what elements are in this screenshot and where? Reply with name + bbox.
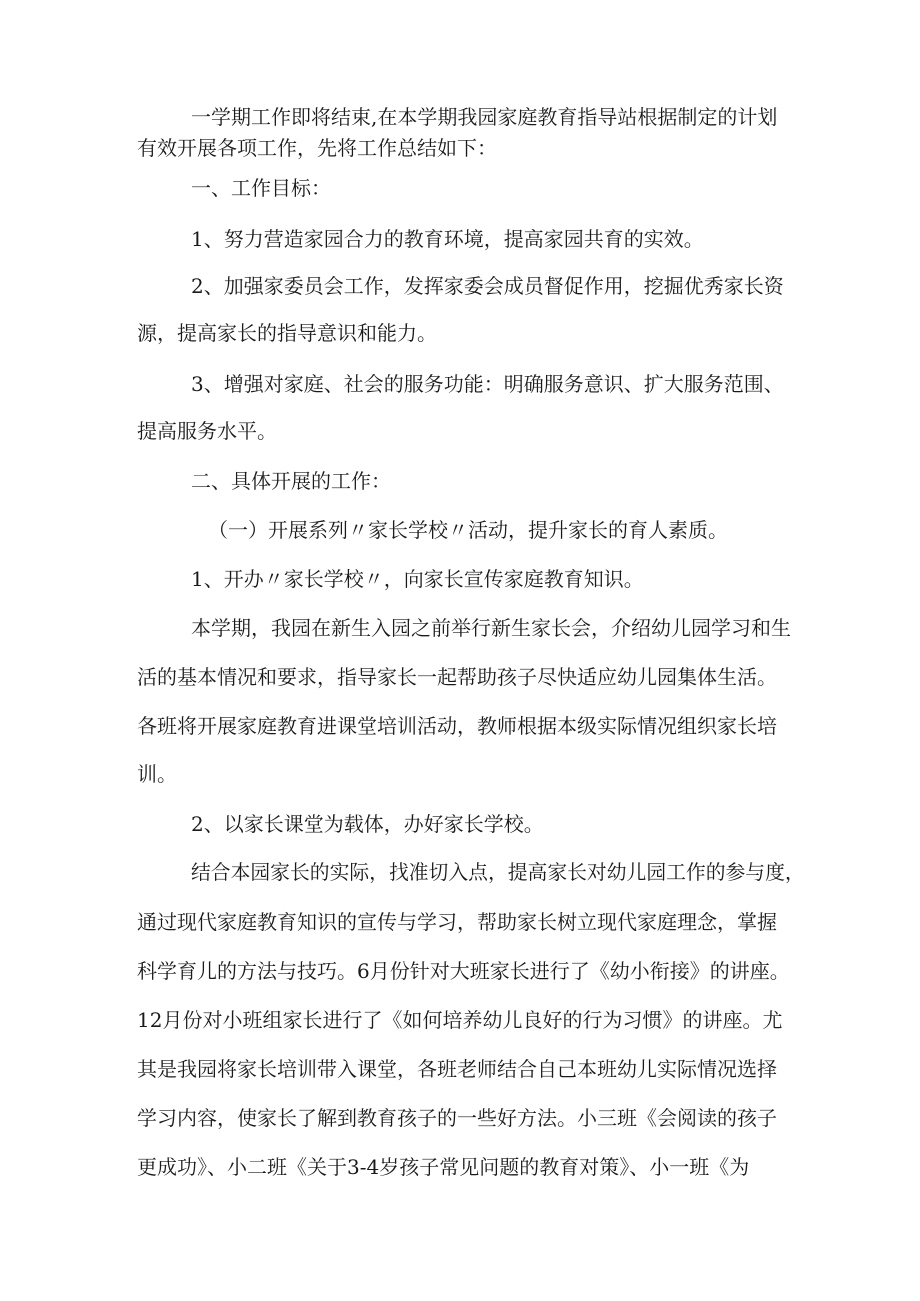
goal-3-line-1: 3、增强对家庭、社会的服务功能：明确服务意识、扩大服务范围、	[191, 372, 784, 396]
paragraph-classroom-line-4: 12月份对小班组家长进行了《如何培养幼儿良好的行为习惯》的讲座。尤	[137, 1008, 783, 1032]
goal-2-line-2: 源，提高家长的指导意识和能力。	[137, 321, 437, 345]
paragraph-semester-line-3: 各班将开展家庭教育进课堂培训活动，教师根据本级实际情况组织家长培	[137, 714, 777, 738]
item-2-heading: 2、以家长课堂为载体，办好家长学校。	[191, 812, 544, 836]
paragraph-classroom-line-3: 科学育儿的方法与技巧。6月份针对大班家长进行了《幼小衔接》的讲座。	[137, 959, 790, 983]
goal-3-line-2: 提高服务水平。	[137, 419, 277, 443]
goal-1: 1、努力营造家园合力的教育环境，提高家园共育的实效。	[191, 227, 704, 251]
paragraph-semester-line-4: 训。	[137, 762, 177, 786]
item-1-heading: 1、开办〃家长学校〃，向家长宣传家庭教育知识。	[191, 567, 644, 591]
paragraph-classroom-line-6: 学习内容，使家长了解到教育孩子的一些好方法。小三班《会阅读的孩子	[137, 1106, 777, 1130]
paragraph-classroom-line-1: 结合本园家长的实际，找准切入点，提高家长对幼儿园工作的参与度，	[191, 861, 805, 884]
paragraph-semester-line-2: 活的基本情况和要求，指导家长一起帮助孩子尽快适应幼儿园集体生活。	[137, 665, 777, 689]
paragraph-semester-line-1: 本学期，我园在新生入园之前举行新生家长会，介绍幼儿园学习和生	[191, 616, 791, 640]
paragraph-intro-line-1: 一学期工作即将结束,在本学期我园家庭教育指导站根据制定的计划	[191, 105, 778, 129]
subheading-parent-school: （一）开展系列〃家长学校〃活动，提升家长的育人素质。	[208, 518, 728, 542]
heading-specific-work: 二、具体开展的工作：	[191, 469, 391, 493]
paragraph-classroom-line-2: 通过现代家庭教育知识的宣传与学习，帮助家长树立现代家庭理念，掌握	[137, 910, 777, 934]
paragraph-classroom-line-5: 其是我园将家长培训带入课堂，各班老师结合自己本班幼儿实际情况选择	[137, 1057, 777, 1081]
heading-work-goals: 一、工作目标：	[191, 176, 331, 200]
goal-2-line-1: 2、加强家委员会工作，发挥家委会成员督促作用，挖掘优秀家长资	[191, 274, 784, 298]
paragraph-classroom-line-7: 更成功》、小二班《关于3-4岁孩子常见问题的教育对策》、小一班《为	[137, 1155, 750, 1179]
paragraph-intro-line-2: 有效开展各项工作，先将工作总结如下：	[137, 136, 497, 160]
